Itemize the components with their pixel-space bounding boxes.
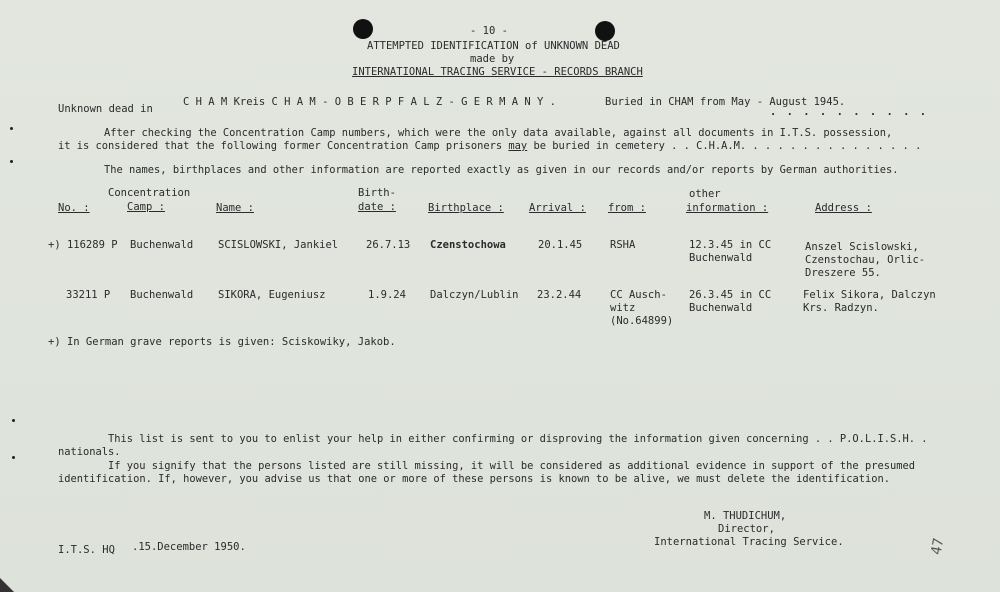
margin-speck [12, 419, 15, 422]
row-2-from-1: CC Ausch- [610, 289, 667, 301]
footer-date: .15.December 1950. [132, 541, 246, 553]
row-2-name: SIKORA, Eugeniusz [218, 289, 326, 301]
made-by: made by [470, 53, 515, 65]
closing-line-4: identification. If, however, you advise us that one or more of these persons is known to be alive, we must delete the identification. [58, 473, 891, 485]
punch-hole-left [353, 19, 373, 39]
header-name: Name : [216, 202, 254, 214]
closing-line-2: nationals. [58, 446, 121, 458]
organization-heading: INTERNATIONAL TRACING SERVICE - RECORDS BRANCH [352, 66, 643, 78]
row-2-arrival: 23.2.44 [537, 289, 582, 301]
header-camp-top: Concentration [108, 187, 191, 199]
row-2-from-3: (No.64899) [610, 315, 674, 327]
header-other-top: other [689, 188, 721, 200]
row-1-birthplace: Czenstochowa [430, 239, 506, 251]
row-2-address-1: Felix Sikora, Dalczyn [803, 289, 936, 301]
row-1-other-1: 12.3.45 in CC [689, 239, 772, 251]
closing-line-1: This list is sent to you to enlist your help in either confirming or disproving the information given concerning . . P.O.L.I.S.H. . [108, 433, 928, 445]
row-1-address-1: Anszel Scislowski, [805, 241, 919, 253]
paragraph-1-line-2-end: be buried in cemetery . . C.H.A.M. . . . . . . . . . . . . . . [533, 140, 922, 152]
row-2-camp: Buchenwald [130, 289, 194, 301]
header-address: Address : [815, 202, 872, 214]
margin-speck [12, 456, 15, 459]
document-title: ATTEMPTED IDENTIFICATION of UNKNOWN DEAD [367, 40, 620, 52]
row-1-other-2: Buchenwald [689, 252, 753, 264]
row-2-address-2: Krs. Radzyn. [803, 302, 879, 314]
row-2-birthplace: Dalczyn/Lublin [430, 289, 519, 301]
signature-org: International Tracing Service. [654, 536, 844, 548]
unknown-dead-label: Unknown dead in [58, 103, 153, 115]
punch-hole-right [595, 21, 615, 41]
row-2-other-1: 26.3.45 in CC [689, 289, 772, 301]
paragraph-1-line-1: After checking the Concentration Camp numbers, which were the only data available, against all documents in I.T.S. possession, [104, 127, 893, 139]
paragraph-1-line-2-start: it is considered that the following former Concentration Camp prisoners [58, 140, 503, 152]
header-from: from : [608, 202, 646, 214]
header-no: No. : [58, 202, 90, 214]
row-1-name: SCISLOWSKI, Jankiel [218, 239, 339, 251]
header-arrival: Arrival : [529, 202, 586, 214]
row-1-address-3: Dreszere 55. [805, 267, 881, 279]
location: C H A M Kreis C H A M - O B E R P F A L Z - G E R M A N Y . [183, 96, 556, 108]
row-1-camp: Buchenwald [130, 239, 194, 251]
closing-line-3: If you signify that the persons listed are still missing, it will be considered as additional evidence in support of the presumed [108, 460, 915, 472]
row-2-other-2: Buchenwald [689, 302, 753, 314]
paragraph-1-may: may [508, 140, 528, 152]
signature-name: M. THUDICHUM, [704, 510, 787, 522]
row-2-no: 33211 P [66, 289, 111, 301]
paragraph-2: The names, birthplaces and other information are reported exactly as given in our records and/or reports by German authorities. [104, 164, 899, 176]
header-other: information : [686, 202, 769, 214]
margin-speck [10, 127, 13, 130]
margin-handwritten-mark: 47 [928, 536, 948, 557]
margin-speck [10, 160, 13, 163]
row-1-arrival: 20.1.45 [538, 239, 583, 251]
footer-place: I.T.S. HQ [58, 544, 115, 556]
row-2-from-2: witz [610, 302, 636, 314]
buried-text: Buried in CHAM from May - August 1945. [605, 96, 846, 108]
header-birth-top: Birth- [358, 187, 396, 199]
header-camp: Camp : [127, 201, 165, 213]
row-1-no: +) 116289 P [48, 239, 118, 251]
page-number: - 10 - [470, 25, 508, 37]
header-birthdate: date : [358, 201, 396, 213]
row-1-from: RSHA [610, 239, 636, 251]
header-birthplace: Birthplace : [428, 202, 504, 214]
paragraph-1-line-2 [58, 140, 921, 153]
row-2-birthdate: 1.9.24 [368, 289, 406, 301]
signature-role: Director, [718, 523, 775, 535]
row-1-address-2: Czenstochau, Orlic- [805, 254, 926, 266]
torn-corner [0, 578, 14, 592]
row-1-birthdate: 26.7.13 [366, 239, 411, 251]
intro-dots: . . . . . . . . . . [770, 106, 929, 118]
footnote: +) In German grave reports is given: Sciskowiky, Jakob. [48, 336, 396, 348]
